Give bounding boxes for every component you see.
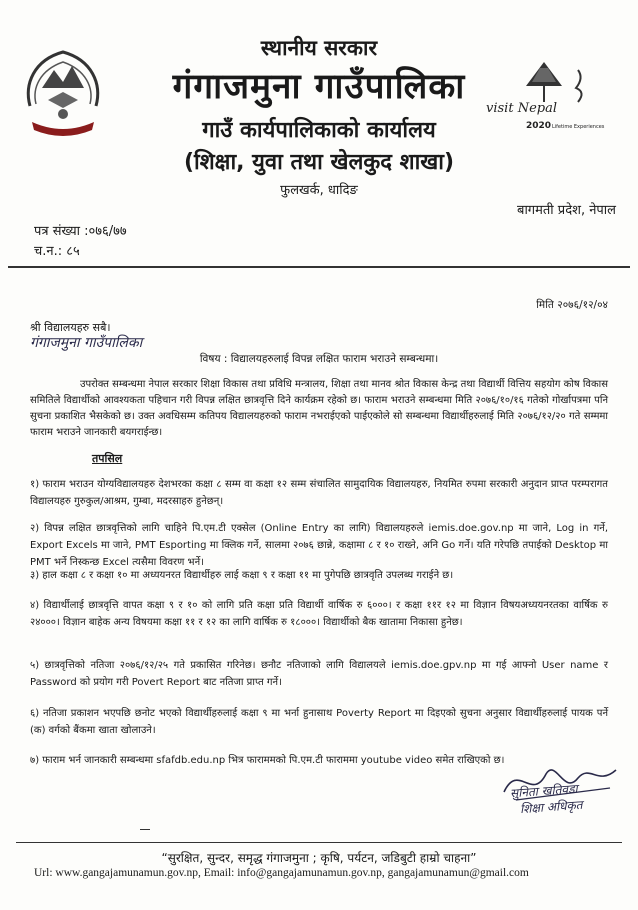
list-item: ४) विद्यार्थीलाई छात्रवृत्ति वापत कक्षा ९ र १० को लागि प्रति कक्षा प्रति विद्यार्थी वार्षिक रु ६०००। र कक्षा ११र १२ मा विज्ञान विषयअध्ययनरतका वार्षिक रु २४०००। विज्ञान बाहेक अन्य विषयमा कक्षा ११ र १२ का लागि वार्षिक रु १८०००। विद्यार्थीको बैक खातामा निकासा हुनेछ। <box>30 600 608 628</box>
footer-slogan: “सुरक्षित, सुन्दर, समृद्ध गंगाजमुना ; कृषि, पर्यटन, जडिबुटी हाम्रो चाहना” <box>161 851 477 865</box>
province-label: बागमती प्रदेश, नेपाल <box>517 203 616 218</box>
letter-reference-number: पत्र संख्या :०७६/७७ <box>34 224 127 239</box>
letter-date: मिति २०७६/१२/०४ <box>536 299 608 311</box>
list-item: २) विपन्न लक्षित छात्रवृत्तिको लागि चाहिने पि.एम.टी एक्सेल (Online Entry का लागि) विद्यालयहरुले iemis.doe.gov.np मा जाने, Log in गर्ने, Export Excels मा जाने, PMT Esporting मा क्लिक गर्ने, सालमा २०७६ छान्ने, कक्षामा ८ र १० राख्ने, अनि Go गर्ने। यति गरेपछि तपाईको Desktop मा PMT भर्ने निस्कन्छ Excel त्यसैमा विवरण भर्ने। <box>30 523 608 568</box>
footer-contact: Url: www.gangajamunamun.gov.np, Email: info@gangajamunamun.gov.np, gangajamunamun@gmail.com <box>34 867 529 879</box>
details-heading: तपसिल <box>92 452 123 465</box>
logo-year: 2020 <box>526 121 552 131</box>
logo-tagline: Lifetime Experiences <box>552 124 605 130</box>
intro-paragraph: उपरोक्त सम्बन्धमा नेपाल सरकार शिक्षा विकास तथा प्रविधि मन्त्रालय, शिक्षा तथा मानव श्रोत विकास केन्द्र तथा विद्यार्थी वित्तिय सहयोग कोष विकास समितिले विद्यार्थीको आवश्यकता पहिचान गरी विपन्न लक्षित छात्रवृत्ति दिने कार्यक्रम रहेको छ। फाराम भराउने सम्बन्धमा मिति २०७६/१०/१६ गतेको गोर्खापत्रमा पनि सुचना प्रकाशित भैसकेको छ। उक्त अवधिसम्म कतिपय विद्यालयहरुको फाराम नभराईएको पाईएकोले सो सम्बन्धमा विद्यार्थीहरुलाई मिति २०७६/१२/२० गते सम्ममा फाराम भराउने जानकारी बयगराईन्छ। <box>30 379 608 438</box>
office-location: फुलखर्क, धादिङ <box>280 183 358 198</box>
dispatch-number: च.न.: ८५ <box>34 244 80 259</box>
recipient-handwritten: गंगाजमुना गाउँपालिका <box>30 335 143 351</box>
footer-divider <box>16 842 622 843</box>
signatory-title: शिक्षा अधिकृत <box>519 797 583 817</box>
office-name: गाउँ कार्यपालिकाको कार्यालय <box>202 118 436 143</box>
header-divider <box>8 266 630 268</box>
list-item: ६) नतिजा प्रकाशन भएपछि छनोट भएको विद्यार्थीहरुलाई कक्षा ९ मा भर्ना हुनासाथ Poverty Report मा दिइएको सुचना अनुसार विद्यार्थीहरुलाई पायक पर्ने (क) वर्गको बैंकमा खाता खोलाउने। <box>30 708 608 736</box>
list-item: ५) छात्रवृत्तिको नतिजा २०७६/१२/२५ गते प्रकासित गरिनेछ। छनौट नतिजाको लागि विद्यालयले iemis.doe.gpv.np मा गई आफ्नो User name र Password को प्रयोग गरी Povert Report बाट नतिजा प्राप्त गर्ने। <box>30 660 608 688</box>
logo-text: visit Nepal <box>486 101 557 116</box>
list-item: ३) हाल कक्षा ८ र कक्षा १० मा अध्ययनरत विद्यार्थीहरु लाई कक्षा ९ र कक्षा ११ मा पुगेपछि छात्रवृति उपलब्ध गराईने छ। <box>30 570 454 581</box>
dash-mark <box>140 829 150 830</box>
letter-subject: विषय : विद्यालयहरुलाई विपन्न लक्षित फाराम भराउने सम्बन्धमा। <box>199 353 439 365</box>
header-title: स्थानीय सरकार <box>260 36 378 60</box>
list-item: ७) फाराम भर्न जानकारी सम्बन्धमा sfafdb.edu.np भित्र फाराममको पि.एम.टी फाराममा youtube video समेत राखिएको छ। <box>30 755 505 766</box>
recipient: श्री विद्यालयहरु सबै। <box>30 321 111 334</box>
municipality-name: गंगाजमुना गाउँपालिका <box>172 67 466 107</box>
list-item: १) फाराम भराउन योग्यविद्यालयहरु देशभरका कक्षा ८ सम्म वा कक्षा १२ सम्म संचालित सामुदायिक विद्यालयहरु, नियमित रुपमा सरकारी अनुदान प्राप्त परम्परागत विद्यालयहरु गुरुकुल/आश्रम, गुम्बा, मदरसाहरु हुनेछन्। <box>30 479 608 507</box>
signatory-name: सुनिता खतिवडा <box>509 781 579 801</box>
department-name: (शिक्षा, युवा तथा खेलकुद शाखा) <box>183 150 455 175</box>
